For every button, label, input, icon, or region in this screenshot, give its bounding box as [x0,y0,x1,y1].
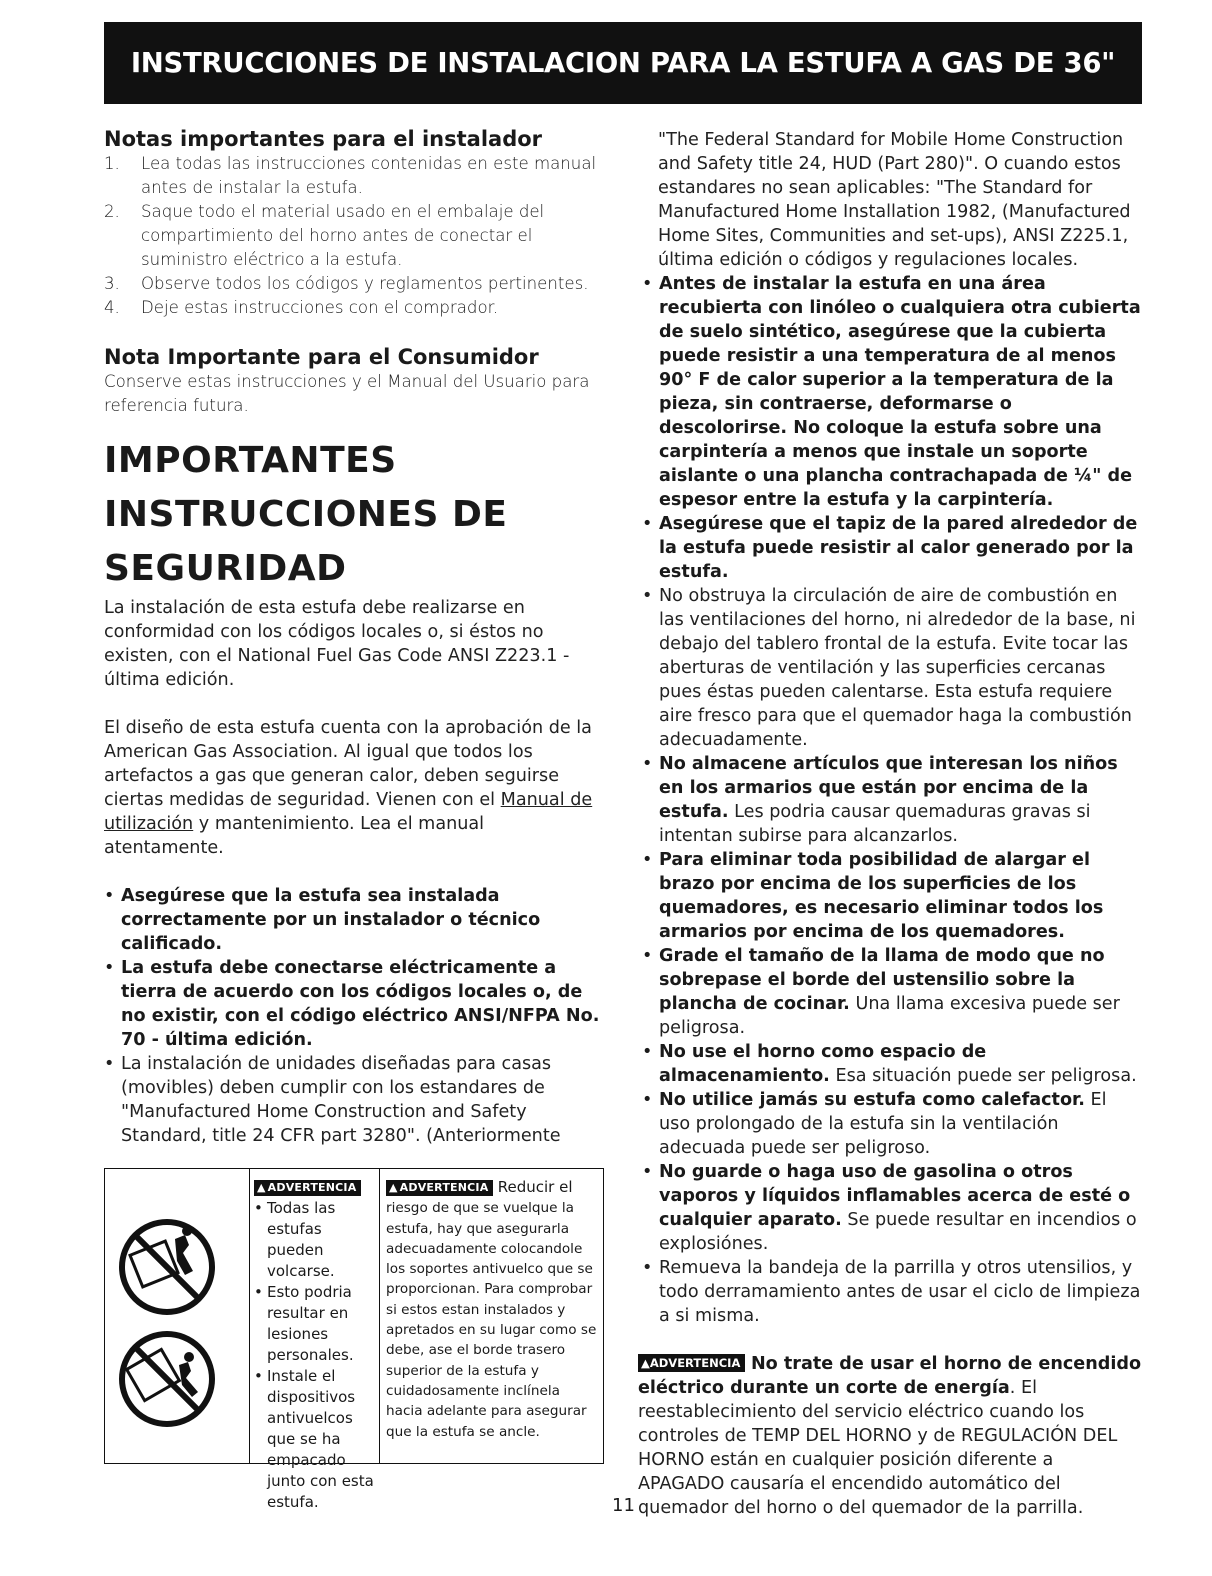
warning-lead: Reducir el [497,1178,573,1196]
list-item [642,272,1142,512]
badge-label: ADVERTENCIA [649,1356,741,1370]
bullet-text: La estufa debe conectarse eléctricamente a tierra de acuerdo con los códigos locales o, de no existir, con el código eléctrico ANSI/NFPA No. 70 - última edición. [121,958,600,1050]
bullet-text: Remueva la bandeja de la parrilla y otros utensilios, y todo derramamiento antes de usar el ciclo de limpieza a si misma. [659,1258,1141,1326]
warning-text: . El reestablecimiento del servicio eléctrico cuando los controles de TEMP DEL HORNO y de REGULACIÓN DEL HORNO están en cualquier posición diferente a APAGADO causaría el encendido automático del quemador del horno o del quemador de la parrilla. [638,1378,1118,1518]
bullet-text: No obstruya la circulación de aire de combustión en las ventilaciones del horno, ni alrededor de la base, ni debajo del tablero frontal de la estufa. Evite tocar las aberturas de ventilación y las superficies cercanas pues éstas pueden calentarse. Esta estufa requiere aire fresco para que el quemador haga la combustión adecuadamente. [659,586,1136,750]
list-item: • Instale el dispositivos antivuelcos que se ha empacado junto con esta estufa. [252,1366,379,1513]
left-column [104,126,606,1148]
warning-triangle-icon: ▲ [389,1181,398,1194]
list-item [104,200,606,272]
item-number: 2. [104,202,120,221]
bullet-bold: Grade el tamaño de la llama de modo que no sobrepase el borde del ustensilio sobre la plancha de cocinar. [659,946,1105,1014]
safety-paragraph-2 [104,716,606,860]
bullet-text: Para eliminar toda posibilidad de alargar el brazo por encima de los superficies de los quemadores, es necesario eliminar todos los armarios por encima de los quemadores. [659,850,1104,942]
item-number: 4. [104,298,120,317]
badge-label: ADVERTENCIA [267,1180,357,1194]
list-item [642,1040,1142,1088]
advertencia-badge [386,1180,493,1196]
list-item [642,848,1142,944]
list-item [104,296,606,320]
paragraph-text: El diseño de esta estufa cuenta con la aprobación de la American Gas Association. Al igual que todos los artefactos a gas que generan calor, deben seguirse ciertas medidas de seguridad. Vienen con el [104,718,592,810]
list-item: • Todas las estufas pueden volcarse. [252,1198,379,1282]
advertencia-badge [254,1180,361,1196]
badge-label: ADVERTENCIA [399,1181,489,1194]
consumer-note-heading: Nota Importante para el Consumidor [104,345,539,369]
list-item [642,512,1142,584]
list-item [104,1052,606,1148]
continuation-text: "The Federal Standard for Mobile Home Construction and Safety title 24, HUD (Part 280)". O cuando estos estandares no sean aplicables: "The Standard for Manufactured Home Installation 1982, (Manufactured Home Sites, Communities and set-ups), ANSI Z225.1, última edición o códigos y regulaciones locales. [658,130,1131,270]
list-item [104,152,606,200]
warning-triangle-icon: ▲ [257,1180,266,1194]
item-number: 1. [104,154,120,173]
page-banner: INSTRUCCIONES DE INSTALACION PARA LA ESTUFA A GAS DE 36" [104,22,1142,104]
safety-title-line: INSTRUCCIONES DE [104,494,508,535]
warning-list [252,1198,379,1513]
list-item [104,272,606,296]
bullet-bold: No utilice jamás su estufa como calefactor. [659,1090,1085,1110]
list-item: • Esto podria resultar en lesiones personales. [252,1282,379,1366]
bullet-text: Esa situación puede ser peligrosa. [829,1066,1137,1086]
bullet-text: Se puede resultar en incendios o explosiónes. [659,1210,1137,1254]
item-text: Observe todos los códigos y reglamentos pertinentes. [141,274,589,293]
list-item [642,1088,1142,1160]
page-number: 11 [612,1495,635,1516]
item-text: Saque todo el material usado en el embalaje del compartimiento del horno antes de conectar el suministro eléctrico a la estufa. [141,202,545,269]
list-item [104,884,606,956]
item-number: 3. [104,274,120,293]
warning-bold-text: No trate de usar el horno de encendido eléctrico durante un corte de energía [638,1354,1142,1398]
bullet-text: Asegúrese que la estufa sea instalada correctamente por un instalador o técnico calificado. [121,886,541,954]
safety-bullets [104,884,606,1148]
consumer-note-text: Conserve estas instrucciones y el Manual del Usuario para referencia futura. [104,372,590,415]
advertencia-badge [638,1354,745,1372]
bullet-text: La instalación de unidades diseñadas para casas (movibles) deben cumplir con los estandares de "Manufactured Home Construction and Safety Standard, title 24 CFR part 3280". (Anteriormente [121,1054,561,1146]
warning-illustrations [105,1169,250,1463]
list-item [642,1256,1142,1328]
bullet-bold: No almacene artículos que interesan los niños en los armarios que están por encima de la estufa. [659,754,1118,822]
warning-triangle-icon: ▲ [641,1356,650,1370]
anti-tip-warning-box [104,1168,604,1511]
item-text: Deje estas instrucciones con el comprador. [141,298,499,317]
installer-notes-list [104,152,606,320]
bullet-bold: No guarde o haga uso de gasolina o otros vaporos y líquidos inflamables acerca de esté o cualquier aparato. [659,1162,1131,1230]
bullet-text: Una llama excesiva puede ser peligrosa. [659,994,1120,1038]
list-item [642,1160,1142,1256]
power-outage-warning [638,1352,1142,1520]
warning-column-long [381,1169,603,1463]
right-column [638,128,1142,1520]
warning-text: riesgo de que se vuelque la estufa, hay que asegurarla adecuadamente colocandole los soportes antivuelco que se proporcionan. Para comprobar si estos estan instalados y apretados en su lugar como se debe, ase el borde trasero superior de la estufa y cuidadosamente inclínela hacia adelante para asegurar que la estufa se ancle. [386,1200,597,1440]
list-item [642,944,1142,1040]
bullet-text: Les podria causar quemaduras gravas si intentan subirse para alcanzarlos. [659,802,1091,846]
list-item [642,752,1142,848]
bullet-text: El uso prolongado de la estufa sin la ventilación adecuada puede ser peligroso. [659,1090,1107,1158]
item-text: Lea todas las instrucciones contenidas en este manual antes de instalar la estufa. [141,154,597,197]
paragraph-text: y mantenimiento. Lea el manual atentamente. [104,814,485,858]
safety-title-line: IMPORTANTES [104,440,397,481]
bullet-bold: No use el horno como espacio de almacenamiento. [659,1042,987,1086]
tip-over-prohibited-icon [105,1169,249,1465]
safety-title [104,434,606,596]
bullet-text: Asegúrese que el tapiz de la pared alrededor de la estufa puede resistir al calor generado por la estufa. [659,514,1138,582]
bullet-text: Antes de instalar la estufa en una área recubierta con linóleo o cualquiera otra cubierta de suelo sintético, asegúrese que la cubierta puede resistir a una temperatura de al menos 90° F de calor superior a la temperatura de la pieza, sin contraerse, deformarse o descolorirse. No coloque la estufa sobre una carpintería a menos que instale un soporte aislante o una plancha contrachapada de ¼" de espesor entre la estufa y la carpintería. [659,274,1141,510]
list-item [642,584,1142,752]
list-item [104,956,606,1052]
manual-link[interactable]: Manual de utilización [104,790,593,834]
safety-paragraph-1: La instalación de esta estufa debe realizarse en conformidad con los códigos locales o, si éstos no existen, con el National Fuel Gas Code ANSI Z223.1 - última edición. [104,598,570,690]
installer-notes-heading: Notas importantes para el instalador [104,127,543,151]
safety-title-line: SEGURIDAD [104,548,347,589]
warning-column-short [250,1169,380,1511]
right-bullets [638,272,1142,1328]
